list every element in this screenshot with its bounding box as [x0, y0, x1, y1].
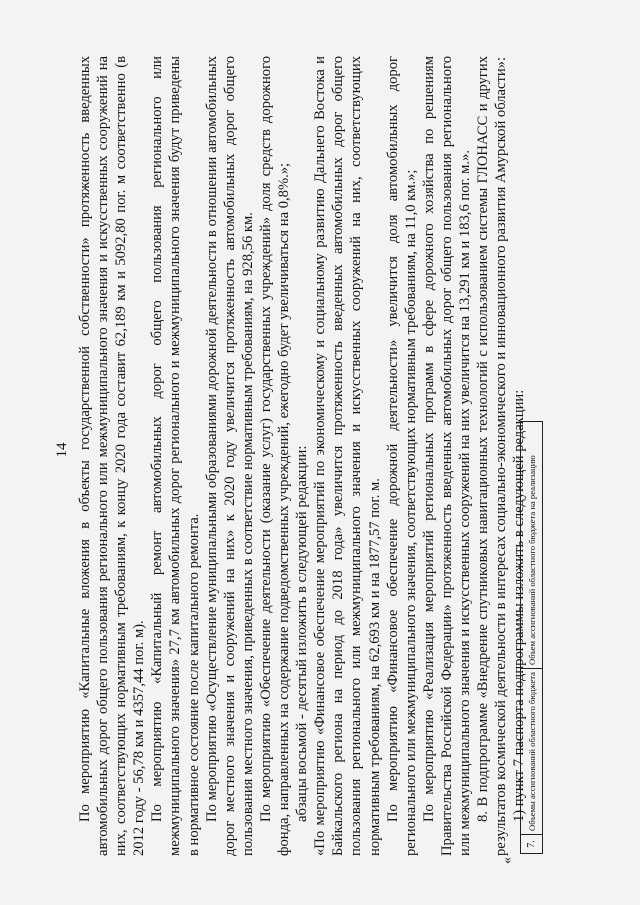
rotated-page-content	[52, 34, 592, 866]
paragraph-7: По мероприятию «Финансовое обеспечение дорожной деятельности» увеличится доля автомобильных дорог регионального или межмуниципального значения, соответствующих нормативным требованиям, на 11,0 км.»;	[384, 56, 419, 856]
paragraph-8: По мероприятию «Реализация мероприятий региональных программ в сфере дорожного хозяйства по решениям Правительства Российской Федерации» протяженность введенных автомобильных дорог общего пользования регионального или межмуниципального значения и искусственных сооружений на них увеличится на 13,291 км и 183,6 пог. м.».	[420, 56, 473, 856]
paragraph-10: 1) пункт 7 паспорта подпрограммы изложить в следующей редакции:	[511, 389, 528, 822]
page-number: 14	[54, 442, 70, 458]
paragraph-3: По мероприятию «Осуществление муниципальными образованиями дорожной деятельности в отношении автомобильных дорог местного значения и сооружений на них» к 2020 году увеличится протяженность автомобильных дорог общего пользования местного значения, приведенных в соответствие нормативным требованиям, на 928,56 км.	[203, 56, 256, 856]
paragraph-2: По мероприятию «Капитальный ремонт автомобильных дорог общего пользования регионального или межмуниципального значения» 27,7 км автомобильных дорог регионального и межмуниципального значения будут приведены в нормативное состояние после капитального ремонта.	[149, 56, 202, 856]
paragraph-6: «По мероприятию «Финансовое обеспечение мероприятий по экономическому и социальному развитию Дальнего Востока и Байкальского региона на период до 2018 года» увеличится протяженность введенных автомобильных дорог общего пользования регионального или межмуниципального значения и искусственных сооружений на них, соответствующих нормативным требованиям, на 62,693 км и на 1877,57 пог. м.	[312, 56, 383, 856]
paragraph-5: абзацы восьмой - десятый изложить в следующей редакции:	[294, 445, 311, 822]
table-row-number: 7.	[521, 835, 543, 854]
table-opening-quote: «	[500, 857, 515, 864]
paragraph-1: По мероприятию «Капитальные вложения в объекты государственной собственности» протяженность введенных автомобильных дорог общего пользования регионального или межмуниципального значения и искусственных сооружений на них, соответствующих нормативным требованиям, к концу 2020 года составит 62,189 км и 5092,80 пог. м соответственно (в 2012 году - 56,78 км и 4357,44 пог. м).	[77, 56, 148, 856]
body-text	[76, 56, 528, 856]
table-row	[521, 422, 543, 854]
table-cell-label: Объемы ассигнований областного бюджета	[521, 669, 543, 835]
paragraph-4: По мероприятию «Обеспечение деятельности (оказание услуг) государственных учреждений» доля средств дорожного фонда, направленных на содержание подведомственных учреждений, ежегодно будет увеличиваться на 0,8%.»;	[257, 56, 293, 856]
paragraph-9: 8. В подпрограмме «Внедрение спутниковых навигационных технологий с использованием системы ГЛОНАСС и других результатов космической деятельности в интересах социально-экономического и инновационного развития Амурской области»:	[475, 56, 510, 856]
passport-table-row	[520, 421, 543, 854]
table-cell-value: Объем ассигнований областного бюджета на реализацию	[521, 422, 543, 669]
